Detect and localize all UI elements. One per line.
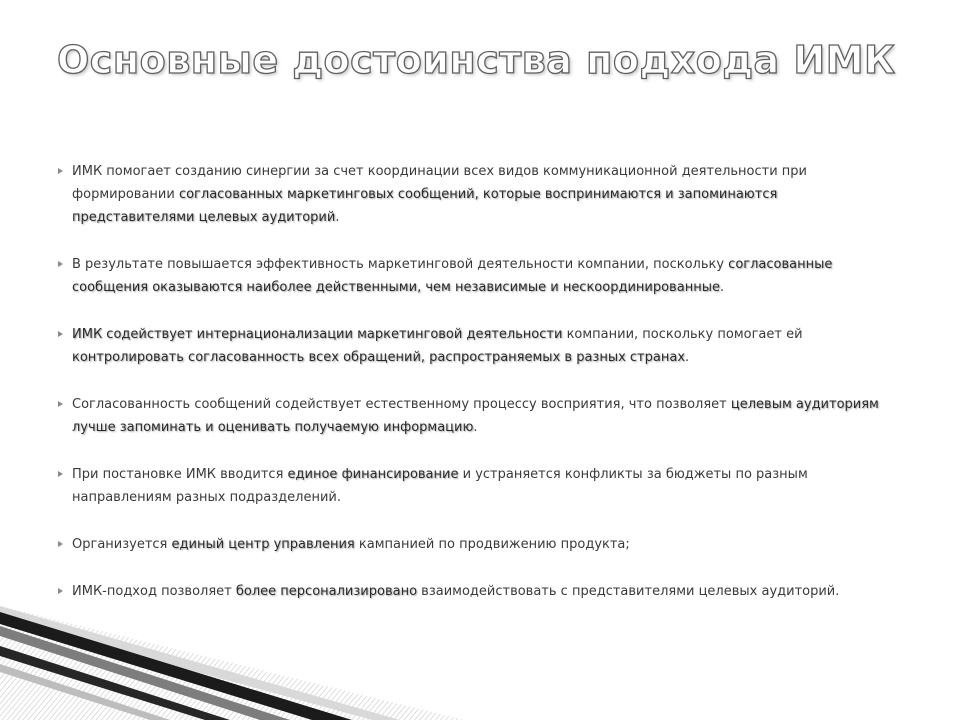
bullet-text-part: ИМК-подход позволяет bbox=[72, 584, 236, 599]
bullet-item bbox=[58, 533, 894, 556]
bullet-text-emphasis: согласованных маркетинговых сообщений, которые воспринимаются и запоминаются представителями целевых аудиторий bbox=[72, 187, 778, 225]
bullet-arrow-icon bbox=[58, 588, 63, 594]
corner-band-mid bbox=[0, 626, 290, 720]
bullet-text-part: Организуется bbox=[72, 537, 172, 552]
bullet-arrow-icon bbox=[58, 261, 63, 267]
bullet-arrow-icon bbox=[58, 471, 63, 477]
bullet-text-part: При постановке ИМК вводится bbox=[72, 467, 288, 482]
bullet-text-emphasis: контролировать согласованность всех обращений, распространяемых в разных странах bbox=[72, 350, 686, 365]
bullet-item bbox=[58, 393, 894, 439]
bullet-text-part: компании, поскольку помогает ей bbox=[562, 327, 803, 342]
bullet-item bbox=[58, 580, 894, 603]
corner-band-lower-dark bbox=[0, 646, 230, 720]
bullet-text-part: и устраняется конфликты за бюджеты по разным направлениям разных подразделений. bbox=[72, 467, 808, 505]
bullet-text-emphasis: единый центр управления bbox=[171, 537, 355, 552]
bullet-text-part: . bbox=[719, 280, 725, 295]
bullet-text-part: ИМК помогает созданию синергии за счет координации всех видов коммуникационной деятельности при формировании bbox=[72, 164, 807, 202]
bullet-text-part: взаимодействовать с представителями целевых аудиторий. bbox=[417, 584, 840, 599]
bullet-list bbox=[58, 160, 894, 627]
bullet-arrow-icon bbox=[58, 168, 63, 174]
bullet-text-emphasis: согласованные сообщения оказываются наиболее действенными, чем независимые и нескоординированные bbox=[72, 257, 833, 295]
corner-band-dark bbox=[0, 612, 352, 720]
bullet-text-emphasis: целевым аудиториям лучше запоминать и оценивать получаемую информацию bbox=[72, 397, 879, 435]
bullet-text-emphasis: ИМК содействует интернационализации маркетинговой деятельности bbox=[72, 327, 563, 342]
bullet-text-emphasis: единое финансирование bbox=[287, 467, 459, 482]
bullet-text-part: . bbox=[335, 210, 340, 225]
bullet-text-part: . bbox=[685, 350, 690, 365]
bullet-arrow-icon bbox=[58, 401, 63, 407]
bullet-text-part: В результате повышается эффективность маркетинговой деятельности компании, поскольку bbox=[72, 257, 729, 272]
slide-title: Основные достоинства подхода ИМК bbox=[57, 38, 896, 82]
bullet-item bbox=[58, 323, 894, 369]
corner-band-lower-light bbox=[0, 664, 170, 720]
bullet-text-part: кампанией по продвижению продукта; bbox=[354, 537, 630, 552]
bullet-item bbox=[58, 463, 894, 509]
bullet-text-part: . bbox=[473, 420, 478, 435]
bullet-text-part: Согласованность сообщений содействует естественному процессу восприятия, что позволяет bbox=[72, 397, 731, 412]
bullet-arrow-icon bbox=[58, 541, 63, 547]
bullet-item bbox=[58, 160, 894, 229]
bullet-item bbox=[58, 253, 894, 299]
bullet-arrow-icon bbox=[58, 331, 63, 337]
bullet-text-emphasis: более персонализировано bbox=[235, 584, 418, 599]
